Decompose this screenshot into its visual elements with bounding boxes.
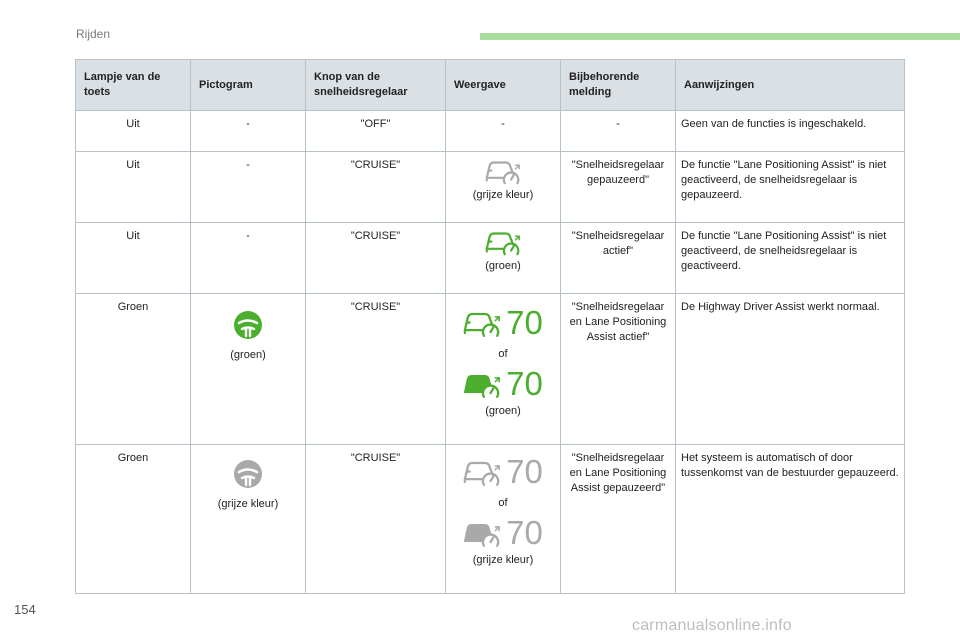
color-caption: (groen) [485, 260, 521, 272]
melding-cell: "Snelheidsregelaar gepauzeerd" [561, 152, 676, 223]
color-caption: (groen) [485, 405, 521, 417]
table-row [76, 223, 905, 294]
header-accent-bar [480, 33, 960, 40]
column-header: Bijbehorende melding [561, 60, 676, 111]
table-row [76, 445, 905, 594]
set-speed: 70 [506, 453, 543, 490]
aanwijzingen-cell: De Highway Driver Assist werkt normaal. [676, 294, 905, 445]
melding-cell: - [561, 111, 676, 152]
column-header: Aanwijzingen [676, 60, 905, 111]
table-row [76, 152, 905, 223]
aanwijzingen-cell: De functie "Lane Positioning Assist" is niet geactiveerd, de snelheidsregelaar is geactiveerd. [676, 223, 905, 294]
pictogram-cell [191, 294, 306, 445]
knop-cell: "CRUISE" [306, 152, 446, 223]
or-text: of [498, 348, 508, 360]
table-row [76, 111, 905, 152]
color-caption: (grijze kleur) [472, 189, 534, 201]
melding-cell: "Snelheidsregelaar en Lane Positioning Assist gepauzeerd" [561, 445, 676, 594]
pictogram-cell [191, 445, 306, 594]
cruise-control-icon [485, 229, 521, 256]
weergave-cell [446, 445, 561, 594]
aanwijzingen-cell: De functie "Lane Positioning Assist" is niet geactiveerd, de snelheidsregelaar is gepauzeerd. [676, 152, 905, 223]
page-number: 154 [14, 602, 36, 617]
lamp-cell: Uit [76, 223, 191, 294]
lamp-cell: Groen [76, 294, 191, 445]
cruise-control-icon [485, 158, 521, 185]
weergave-cell: - [446, 111, 561, 152]
color-caption: (grijze kleur) [472, 554, 534, 566]
aanwijzingen-cell: Geen van de functies is ingeschakeld. [676, 111, 905, 152]
cruise-lane-assist-filled-icon [463, 519, 501, 548]
knop-cell: "CRUISE" [306, 294, 446, 445]
color-caption: (grijze kleur) [217, 498, 279, 510]
column-header: Pictogram [191, 60, 306, 111]
column-header: Weergave [446, 60, 561, 111]
color-caption: (groen) [230, 349, 266, 361]
steering-wheel-icon [233, 459, 263, 489]
or-text: of [498, 497, 508, 509]
set-speed: 70 [506, 365, 543, 402]
set-speed: 70 [506, 514, 543, 551]
melding-cell: "Snelheidsregelaar en Lane Positioning Assist actief" [561, 294, 676, 445]
weergave-cell [446, 294, 561, 445]
pictogram-cell: - [191, 223, 306, 294]
cruise-lane-assist-icon [463, 309, 501, 338]
lamp-cell: Uit [76, 111, 191, 152]
column-header: Knop van de snelheidsregelaar [306, 60, 446, 111]
watermark: carmanualsonline.info [632, 617, 792, 634]
lamp-cell: Groen [76, 445, 191, 594]
knop-cell: "CRUISE" [306, 445, 446, 594]
table-header-row [76, 60, 905, 111]
functions-table [75, 59, 905, 594]
melding-cell: "Snelheidsregelaar actief" [561, 223, 676, 294]
section-title: Rijden [76, 27, 111, 41]
pictogram-cell: - [191, 152, 306, 223]
column-header: Lampje van de toets [76, 60, 191, 111]
knop-cell: "CRUISE" [306, 223, 446, 294]
cruise-lane-assist-icon [463, 458, 501, 487]
steering-wheel-icon [233, 310, 263, 340]
knop-cell: "OFF" [306, 111, 446, 152]
cruise-lane-assist-filled-icon [463, 370, 501, 399]
lamp-cell: Uit [76, 152, 191, 223]
table-row [76, 294, 905, 445]
weergave-cell [446, 223, 561, 294]
weergave-cell [446, 152, 561, 223]
aanwijzingen-cell: Het systeem is automatisch of door tussenkomst van de bestuurder gepauzeerd. [676, 445, 905, 594]
set-speed: 70 [506, 304, 543, 341]
pictogram-cell: - [191, 111, 306, 152]
